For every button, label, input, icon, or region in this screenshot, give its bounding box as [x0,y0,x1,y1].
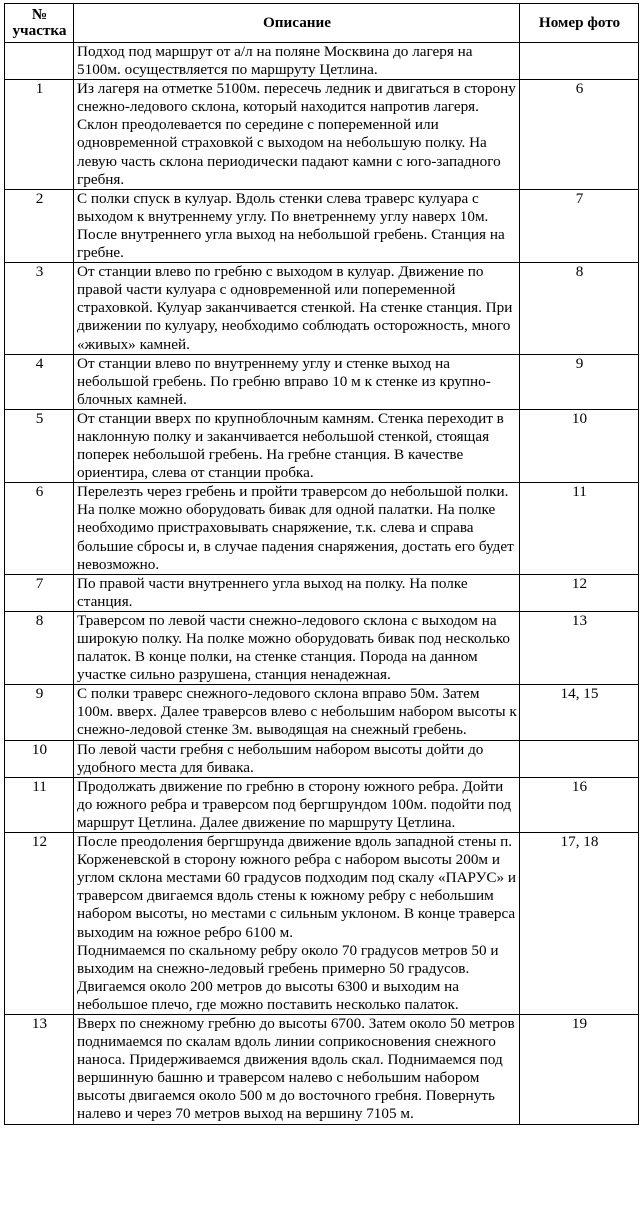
photo-number: 16 [520,777,639,832]
section-number: 10 [5,740,74,777]
route-description-table [4,3,639,1125]
table-row [5,777,639,832]
table-row [5,263,639,354]
section-description: Подход под маршрут от а/л на поляне Москвина до лагеря на 5100м. осуществляется по маршруту Цетлина. [74,43,520,80]
section-description: От станции влево по внутреннему углу и стенке выход на небольшой гребень. По гребню вправо 10 м к стенке из крупно-блочных камней. [74,354,520,409]
table-row [5,189,639,262]
section-description: Продолжать движение по гребню в сторону южного ребра. Дойти до южного ребра и траверсом под бергшрундом 100м. подойти под маршрут Цетлина. Далее движение по маршруту Цетлина. [74,777,520,832]
section-number [5,43,74,80]
table-row [5,354,639,409]
photo-number: 7 [520,189,639,262]
section-number: 11 [5,777,74,832]
photo-number: 14, 15 [520,685,639,740]
section-description: От станции влево по гребню с выходом в кулуар. Движение по правой части кулуара с одновременной или попеременной страховкой. Кулуар заканчивается стенкой. На стенке станция. При движении по кулуару, необходимо соблюдать осторожность, много «живых» камней. [74,263,520,354]
table-row [5,833,639,1015]
table-row [5,43,639,80]
section-number: 2 [5,189,74,262]
section-description: По левой части гребня с небольшим набором высоты дойти до удобного места для бивака. [74,740,520,777]
section-description: По правой части внутреннего угла выход на полку. На полке станция. [74,574,520,611]
photo-number [520,43,639,80]
photo-number: 13 [520,611,639,684]
section-description: С полки траверс снежного-ледового склона вправо 50м. Затем 100м. вверх. Далее траверсов влево с небольшим набором высоты к снежно-ледовой стенке 3м. выводящая на снежный гребень. [74,685,520,740]
photo-number: 11 [520,483,639,574]
section-description: С полки спуск в кулуар. Вдоль стенки слева траверс кулуара с выходом к внутреннему углу. По внетреннему углу наверх 10м. После внутреннего угла выход на небольшой гребень. Станция на гребне. [74,189,520,262]
section-description: Траверсом по левой части снежно-ледового склона с выходом на широкую полку. На полке можно оборудовать бивак под несколько палаток. В конце полки, на стенке станция. Порода на данном участке сильно разрушена, станция ненадежная. [74,611,520,684]
section-number: 4 [5,354,74,409]
section-description [74,833,520,1015]
section-number: 8 [5,611,74,684]
section-description: От станции вверх по крупноблочным камням. Стенка переходит в наклонную полку и заканчивается небольшой стенкой, стоящая поперек небольшой гребень. На гребне станция. В качестве ориентира, слева от станции пробка. [74,409,520,482]
photo-number: 8 [520,263,639,354]
section-number: 1 [5,80,74,190]
photo-number: 6 [520,80,639,190]
photo-number: 17, 18 [520,833,639,1015]
header-photo-number: Номер фото [520,4,639,43]
header-section-number: № участка [5,4,74,43]
section-number: 3 [5,263,74,354]
photo-number: 12 [520,574,639,611]
header-description: Описание [74,4,520,43]
table-row [5,483,639,574]
photo-number: 10 [520,409,639,482]
table-row [5,740,639,777]
section-number: 13 [5,1014,74,1124]
section-description: Вверх по снежному гребню до высоты 6700. Затем около 50 метров поднимаемся по скалам вдоль линии соприкосновения снежного наноса. Придерживаемся движения вдоль скал. Поднимаемся под вершинную башню и траверсом налево с небольшим набором высоты двигаемся около 500 м до восточного гребня. Повернуть налево и через 70 метров выход на вершину 7105 м. [74,1014,520,1124]
section-description-part-1: После преодоления бергшрунда движение вдоль западной стены п. Корженевской в сторону южного ребра с набором высоты 200м и углом склона местами 60 градусов подходим под скалу «ПАРУС» и траверсом двигаемся вдоль стены к южному ребру с небольшим набором высоты, но местами с сильным уклоном. В конце траверса выходим на южное ребро 6100 м. [77,833,517,941]
photo-number: 19 [520,1014,639,1124]
section-description: Перелезть через гребень и пройти траверсом до небольшой полки. На полке можно оборудовать бивак для одной палатки. На полке необходимо пристраховывать снаряжение, т.к. слева и справа большие сбросы и, в случае падения снаряжения, достать его будет невозможно. [74,483,520,574]
section-number: 5 [5,409,74,482]
section-number: 7 [5,574,74,611]
section-description: Из лагеря на отметке 5100м. пересечь ледник и двигаться в сторону снежно-ледового склона, который находится напротив лагеря. Склон преодолевается по середине с попеременной или одновременной страховкой с выходом на небольшую полку. На левую часть склона периодически падают камни с юго-западного гребня. [74,80,520,190]
photo-number [520,740,639,777]
table-row [5,80,639,190]
section-description-part-2: Поднимаемся по скальному ребру около 70 градусов метров 50 и выходим на снежно-ледовый гребень примерно 50 градусов. Двигаемся около 200 метров до высоты 6300 и выходим на небольшое плечо, где можно поставить несколько палаток. [77,941,499,1013]
section-number: 9 [5,685,74,740]
section-number: 6 [5,483,74,574]
table-row [5,409,639,482]
table-header-row [5,4,639,43]
table-row [5,1014,639,1124]
photo-number: 9 [520,354,639,409]
section-number: 12 [5,833,74,1015]
table-row [5,611,639,684]
table-row [5,685,639,740]
table-row [5,574,639,611]
